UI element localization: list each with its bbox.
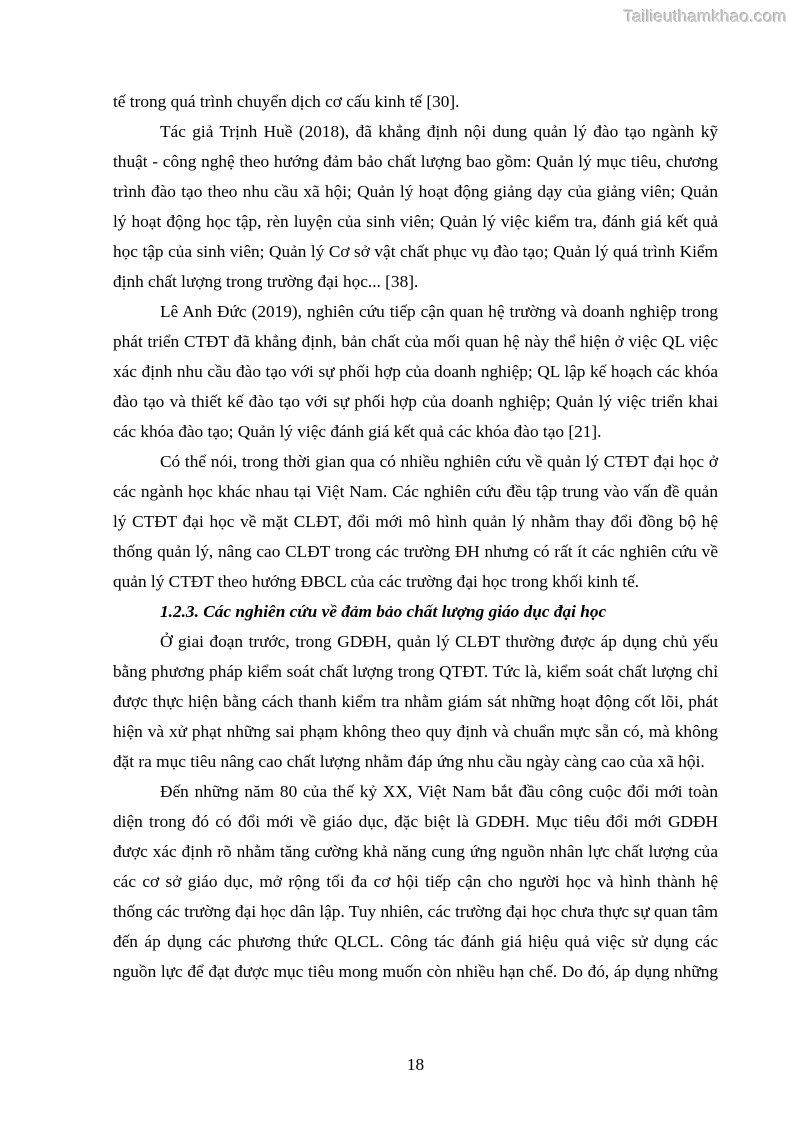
body-paragraph: Lê Anh Đức (2019), nghiên cứu tiếp cận quan hệ trường và doanh nghiệp trong phát triển CTĐT đã khẳng định, bản chất của mối quan hệ này thể hiện ở việc QL việc xác định nhu cầu đào tạo với sự phối hợp của doanh nghiệp; QL lập kế hoạch các khóa đào tạo và thiết kế đào tạo với sự phối hợp của doanh nghiệp; Quản lý việc triển khai các khóa đào tạo; Quản lý việc đánh giá kết quả các khóa đào tạo [21]. — [113, 302, 718, 441]
document-body — [113, 87, 718, 987]
site-watermark: Tailieuthamkhao.com — [623, 7, 787, 26]
body-paragraph-continuation: tế trong quá trình chuyển dịch cơ cấu kinh tế [30]. — [113, 92, 460, 111]
section-heading: 1.2.3. Các nghiên cứu về đảm bảo chất lượng giáo dục đại học — [160, 602, 607, 621]
body-paragraph: Đến những năm 80 của thế kỷ XX, Việt Nam bắt đầu công cuộc đổi mới toàn diện trong đó có đổi mới về giáo dục, đặc biệt là GDĐH. Mục tiêu đổi mới GDĐH được xác định rõ nhằm tăng cường khả năng cung ứng nguồn nhân lực chất lượng của các cơ sở giáo dục, mở rộng tối đa cơ hội tiếp cận cho người học và hình thành hệ thống các trường đại học dân lập. Tuy nhiên, các trường đại học chưa thực sự quan tâm đến áp dụng các phương thức QLCL. Công tác đánh giá hiệu quả việc sử dụng các nguồn lực để đạt được mục tiêu mong muốn còn nhiều hạn chế. Do đó, áp dụng những — [113, 782, 718, 981]
body-paragraph: Có thể nói, trong thời gian qua có nhiều nghiên cứu về quản lý CTĐT đại học ở các ngành học khác nhau tại Việt Nam. Các nghiên cứu đều tập trung vào vấn đề quản lý CTĐT đại học về mặt CLĐT, đổi mới mô hình quản lý nhằm thay đổi đồng bộ hệ thống quản lý, nâng cao CLĐT trong các trường ĐH nhưng có rất ít các nghiên cứu về quản lý CTĐT theo hướng ĐBCL của các trường đại học trong khối kinh tế. — [113, 452, 718, 591]
body-paragraph: Ở giai đoạn trước, trong GDĐH, quản lý CLĐT thường được áp dụng chủ yếu bằng phương pháp kiểm soát chất lượng trong QTĐT. Tức là, kiểm soát chất lượng chỉ được thực hiện bằng cách thanh kiểm tra nhằm giám sát những hoạt động cốt lõi, phát hiện và xử phạt những sai phạm không theo quy định và chuẩn mực sẵn có, mà không đặt ra mục tiêu nâng cao chất lượng nhằm đáp ứng nhu cầu ngày càng cao của xã hội. — [113, 632, 718, 771]
page-number: 18 — [406, 1055, 425, 1074]
body-paragraph: Tác giả Trịnh Huề (2018), đã khẳng định nội dung quản lý đào tạo ngành kỹ thuật - công nghệ theo hướng đảm bảo chất lượng bao gồm: Quản lý mục tiêu, chương trình đào tạo theo nhu cầu xã hội; Quản lý hoạt động giảng dạy của giảng viên; Quản lý hoạt động học tập, rèn luyện của sinh viên; Quản lý việc kiểm tra, đánh giá kết quả học tập của sinh viên; Quản lý Cơ sở vật chất phục vụ đào tạo; Quản lý quá trình Kiểm định chất lượng trong trường đại học... [38]. — [113, 122, 718, 291]
